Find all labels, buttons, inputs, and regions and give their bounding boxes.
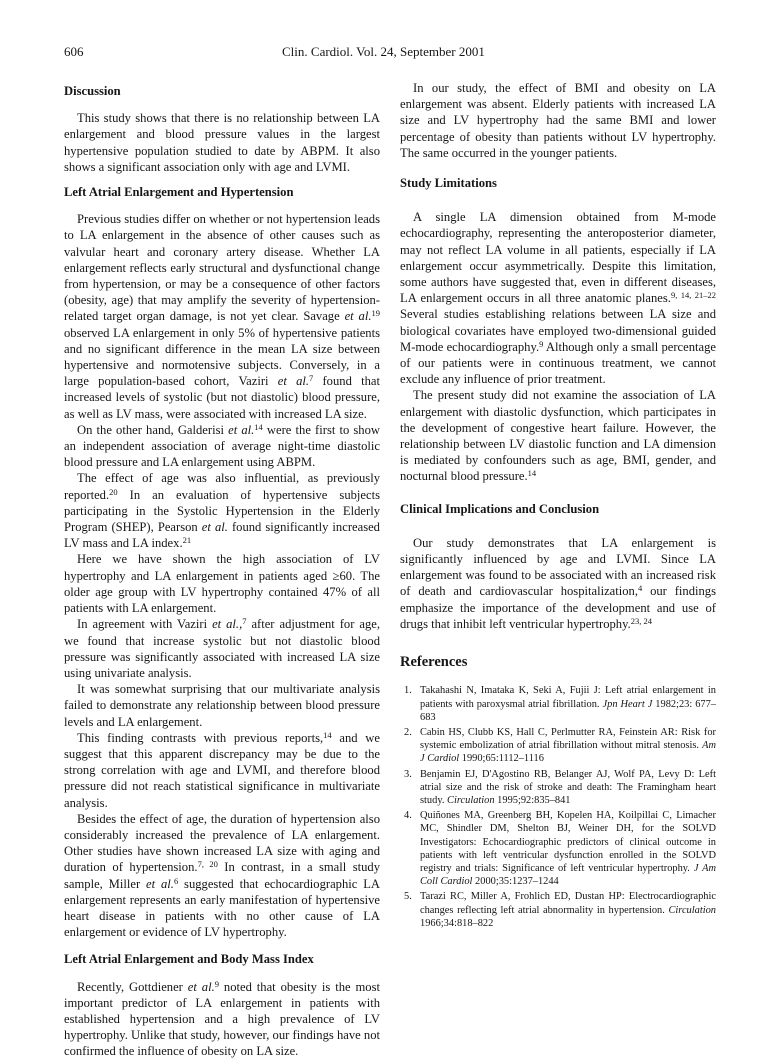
section-heading-clinical-implications: Clinical Implications and Conclusion [400,501,600,516]
la-bmi-paragraph-2: In our study, the effect of BMI and obesity on LA enlargement was absent. Elderly patients with increased LA size and LV hypertrophy had the same BMI and lower percentage of obesity than patients without LV hypertrophy. The same occurred in the younger patients. [400,81,716,160]
right-column [400,80,716,930]
reference-item: 1. Takahashi N, Imataka K, Seki A, Fujii J: Left atrial enlargement in patients with paroxysmal atrial fibrillation. Jpn Heart J 1982;23: 677–683 [404,685,716,723]
discussion-paragraph: This study shows that there is no relationship between LA enlargement and blood pressure values in the largest hypertensive population studied to date by ABPM. It also shows a significant association only with age and LVMI. [64,111,380,174]
la-hypertension-paragraph-1: Previous studies differ on whether or not hypertension leads to LA enlargement in the absence of other causes such as valvular heart and coronary artery disease. Whether LA enlargement reflects early structural and dysfunctional change from hypertension, or may be a consequence of other factors (obesity, age) that may amplify the severity of hypertension-related target organ damage, is not yet clear. Savage et al.$^{19}$ observed LA enlargement in only 5% of hypertensive patients and no significant difference in the mean LA size between hypertensive and normotensive subjects. Conversely, in a large population-based cohort, Vaziri et al.$^7$ found that increased levels of systolic (but not diastolic) blood pressure, as well as LV mass, were associated with increased LA size. [64,212,380,421]
la-hypertension-paragraph-4: Here we have shown the high association of LV hypertrophy and LA enlargement in patients aged ≥60. The older age group with LV hypertrophy contained 47% of all patients with LA enlargement. [64,552,380,616]
limitations-paragraph-1: A single LA dimension obtained from M-mode echocardiography, representing the anteroposterior diameter, may not reflect LA volume in all patients, especially if LA enlargement occur asymmetrically. Despite this limitation, some authors have suggested that, even in different diseases, LA enlargement occurs in all three anatomic planes.$^{9, 14, 21-22}$ Several studies establishing relations between LA size and biological covariates have employed two-dimensional guided M-mode echocardiography.$^9$ Although only a small percentage of our patients were in continuous treatment, we cannot exclude any influence of prior treatment. [400,210,717,387]
la-hypertension-paragraph-8: Besides the effect of age, the duration of hypertension also considerably increased the prevalence of LA enlargement. Other studies have shown increased LA size with aging and duration of hypertension.$^{7, 20}$ In contrast, in a small study sample, Miller et al.$^6$ suggested that echocardiographic LA enlargement represents an early manifestation of hypertensive heart disease in patients with no other cause of LA enlargement or evidence of LV hypertrophy. [64,811,380,940]
reference-item: 5. Tarazi RC, Miller A, Frohlich ED, Dustan HP: Electrocardiographic changes reflecting left atrial abnormality in hypertension. Circulation 1966;34:818–822 [404,891,716,929]
la-hypertension-paragraph-3: The effect of age was also influential, as previously reported.$^{20}$ In an evaluation of hypertensive subjects participating in the Systolic Hypertension in the Elderly Program (SHEP), Pearson et al. found significantly increased LV mass and LA index.$^{21}$ [64,471,380,551]
limitations-paragraph-2: The present study did not examine the association of LA enlargement with diastolic dysfunction, which participates in the development of congestive heart failure. However, the relationship between LV diastolic function and LA dimension is mediated by confounders such as age, BMI, gender, and nocturnal blood pressure.$^{14}$ [400,388,716,484]
page-number: 606 [64,44,84,59]
implications-paragraph: Our study demonstrates that LA enlargement is significantly influenced by age and LVMI. Since LA enlargement was found to be associated with an increased risk of death and cardiovascular hospitalization,$^4$ our findings emphasize the importance of the development and use of drugs that inhibit left ventricular hypertrophy.$^{23, 24}$ [400,535,716,631]
la-hypertension-paragraph-7: This finding contrasts with previous reports,$^{14}$ and we suggest that this apparent discrepancy may be due to the strong correlation with age and LVMI, and therefore blood pressure did not reach statistical significance in multivariate analysis. [64,729,380,810]
left-column [64,80,380,1060]
reference-list [400,684,716,930]
la-hypertension-paragraph-5: In agreement with Vaziri et al.,$^7$ after adjustment for age, we found that increase systolic but not diastolic blood pressure was significantly associated with increased LA size using univariate analysis. [64,616,380,680]
running-head: Clin. Cardiol. Vol. 24, September 2001 [282,44,485,59]
section-heading-study-limitations: Study Limitations [400,176,497,191]
la-bmi-paragraph-1-start: Recently, Gottdiener et al.$^9$ noted that obesity is the most important predictor of LA enlargement in patients with established hypertension and a high prevalence of LV hypertrophy. Unlike that study, however, our findings have not confirmed the influence of obesity on LA size. [64,978,380,1059]
references-heading: References [400,654,468,671]
section-heading-discussion: Discussion [64,84,121,98]
reference-item: 4. Quiñones MA, Greenberg BH, Kopelen HA, Koilpillai C, Limacher MC, Shindler DM, Shelton BJ, Weiner DH, for the SOLVD Investigators: Echocardiographic predictors of clinical outcome in patients with left ventricular dysfunction enrolled in the SOLVD registry and trials: Significance of left ventricular hypertrophy. J Am Coll Cardiol 2000;35:1237–1244 [404,810,716,888]
reference-item: 2. Cabin HS, Clubb KS, Hall C, Perlmutter RA, Feinstein AR: Risk for systemic embolization of atrial fibrillation without mitral stenosis. Am J Cardiol 1990;65:1112–1116 [404,726,716,765]
reference-item: 3. Benjamin EJ, D'Agostino RB, Belanger AJ, Wolf PA, Levy D: Left atrial size and the risk of stroke and death: The Framingham heart study. Circulation 1995;92:835–841 [404,768,716,806]
la-hypertension-paragraph-6: It was somewhat surprising that our multivariate analysis failed to demonstrate any relationship between blood pressure levels and LA enlargement. [64,682,380,729]
section-heading-la-hypertension: Left Atrial Enlargement and Hypertension [64,185,294,200]
section-heading-la-bmi: Left Atrial Enlargement and Body Mass Index [64,952,314,967]
la-hypertension-paragraph-2: On the other hand, Galderisi et al.$^{14}$ were the first to show an independent association of average night-time diastolic blood pressure and LA enlargement using ABPM. [64,421,380,470]
